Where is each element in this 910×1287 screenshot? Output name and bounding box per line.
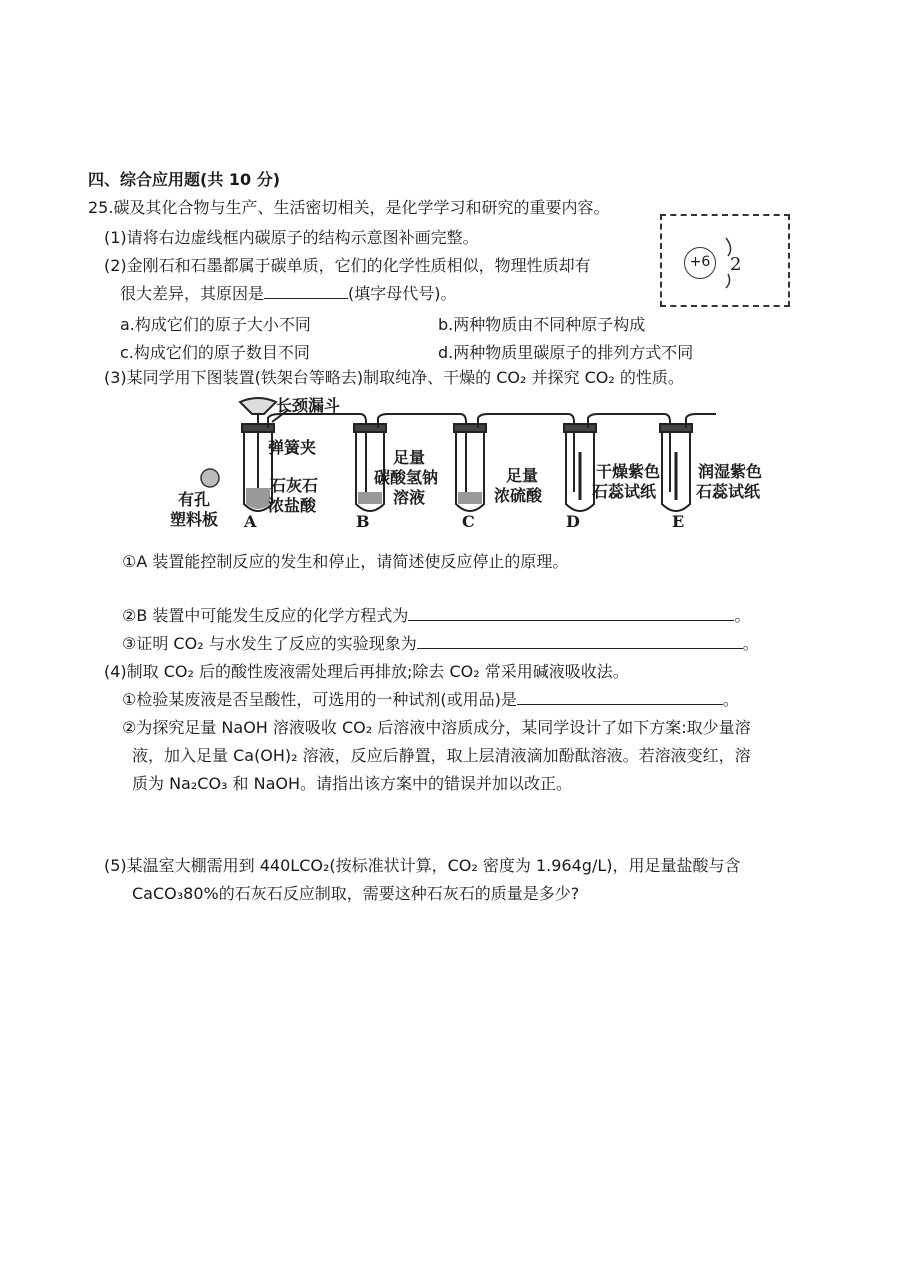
- answer-blank-2[interactable]: [264, 284, 348, 299]
- subquestion-3-2: ②B 装置中可能发生反应的化学方程式为 。: [122, 606, 751, 625]
- subquestion-4: (4)制取 CO₂ 后的酸性废液需处理后再排放;除去 CO₂ 常采用碱液吸收法。: [104, 662, 629, 681]
- label-b-2: 碳酸氢钠: [374, 468, 439, 487]
- option-c: c.构成它们的原子数目不同: [120, 343, 310, 362]
- atom-structure-box: [660, 214, 790, 307]
- label-d-2: 石蕊试纸: [592, 482, 657, 501]
- subquestion-2-text: 很大差异，其原因是: [120, 284, 265, 303]
- shell-electron-count: 2: [730, 254, 742, 275]
- label-b-1: 足量: [393, 448, 426, 467]
- subquestion-3-1: ①A 装置能控制反应的发生和停止，请简述使反应停止的原理。: [122, 552, 569, 571]
- subquestion-5-line1: (5)某温室大棚需用到 440LCO₂(按标准状计算，CO₂ 密度为 1.964g/L)，用足量盐酸与含: [104, 856, 741, 875]
- label-D: D: [566, 512, 580, 531]
- subquestion-3: (3)某同学用下图装置(铁架台等略去)制取纯净、干燥的 CO₂ 并探究 CO₂ 的性质。: [104, 368, 684, 387]
- label-plate-1: 有孔: [178, 490, 211, 509]
- answer-blank-4-1[interactable]: [517, 690, 723, 705]
- label-funnel: 长颈漏斗: [276, 396, 341, 415]
- label-C: C: [462, 512, 475, 531]
- label-B: B: [356, 512, 370, 531]
- subquestion-2-line2: [120, 284, 457, 304]
- label-clip: 弹簧夹: [268, 438, 317, 457]
- subquestion-2-hint: (填字母代号)。: [348, 284, 457, 303]
- subquestion-1: (1)请将右边虚线框内碳原子的结构示意图补画完整。: [104, 228, 479, 247]
- subquestion-5-line2: CaCO₃80%的石灰石反应制取，需要这种石灰石的质量是多少?: [132, 884, 580, 903]
- label-d-1: 干燥紫色: [596, 462, 661, 481]
- subquestion-2-line1: (2)金刚石和石墨都属于碳单质，它们的化学性质相似，物理性质却有: [104, 256, 591, 275]
- atom-nucleus: +6: [684, 247, 716, 279]
- option-b: b.两种物质由不同种原子构成: [438, 315, 646, 334]
- subquestion-4-1: ①检验某废液是否呈酸性，可选用的一种试剂(或用品)是 。: [122, 690, 739, 709]
- label-E: E: [672, 512, 685, 531]
- section-title: 四、综合应用题(共 10 分): [88, 170, 281, 189]
- subquestion-4-2-line3: 质为 Na₂CO₃ 和 NaOH。请指出该方案中的错误并加以改正。: [132, 774, 573, 793]
- label-e-2: 石蕊试纸: [696, 482, 761, 501]
- option-d: d.两种物质里碳原子的排列方式不同: [438, 343, 694, 362]
- option-a: a.构成它们的原子大小不同: [120, 315, 311, 334]
- label-b-3: 溶液: [393, 488, 426, 507]
- electron-shell-arc: [662, 216, 792, 309]
- label-c-1: 足量: [506, 466, 539, 485]
- subquestion-3-3: ③证明 CO₂ 与水发生了反应的实验现象为 。: [122, 634, 759, 653]
- label-c-2: 浓硫酸: [494, 486, 543, 505]
- label-e-1: 润湿紫色: [698, 462, 763, 481]
- label-hcl: 浓盐酸: [268, 496, 317, 515]
- answer-blank-3-2[interactable]: [408, 606, 734, 621]
- label-limestone: 石灰石: [270, 476, 319, 495]
- question-stem: 25.碳及其化合物与生产、生活密切相关，是化学学习和研究的重要内容。: [88, 198, 610, 217]
- answer-blank-3-3[interactable]: [417, 634, 743, 649]
- subquestion-4-2-line1: ②为探究足量 NaOH 溶液吸收 CO₂ 后溶液中溶质成分，某同学设计了如下方案:取少量溶: [122, 718, 751, 737]
- label-A: A: [244, 512, 257, 531]
- subquestion-4-2-line2: 液，加入足量 Ca(OH)₂ 溶液，反应后静置，取上层清液滴加酚酞溶液。若溶液变红，溶: [132, 746, 751, 765]
- label-plate-2: 塑料板: [170, 510, 219, 529]
